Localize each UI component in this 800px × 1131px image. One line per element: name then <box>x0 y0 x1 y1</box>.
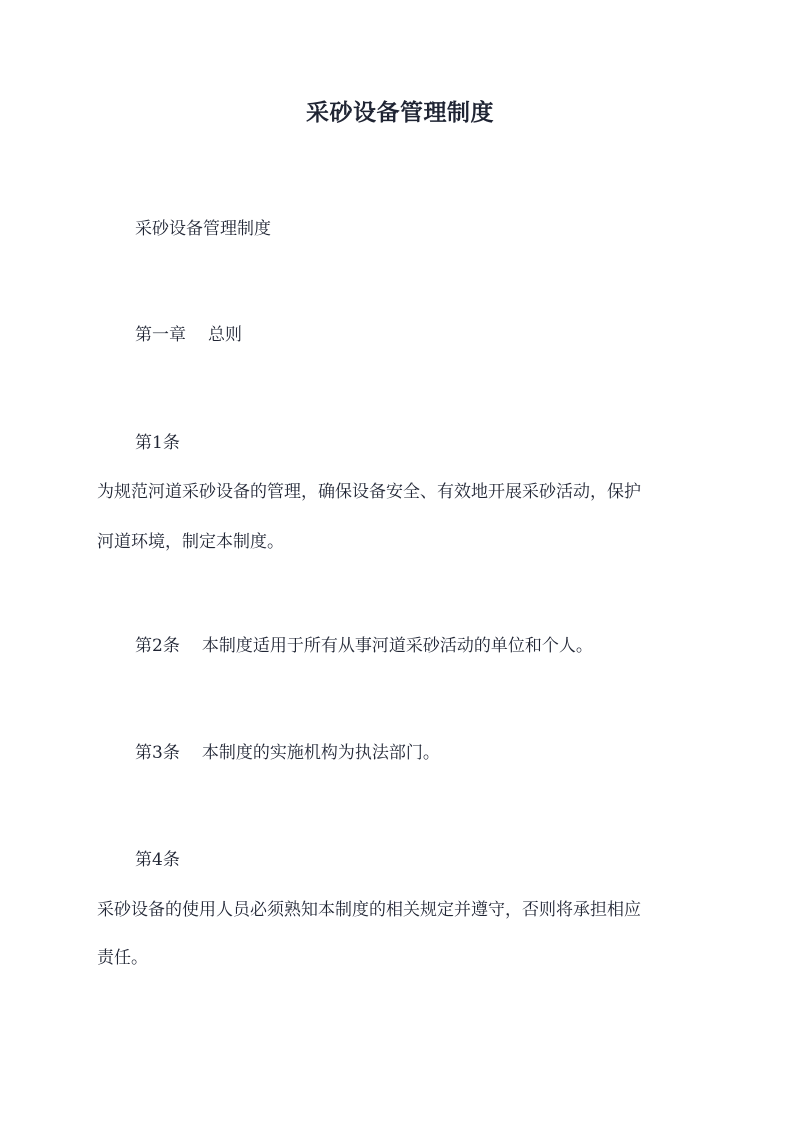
article-2-text: 本制度适用于所有从事河道采砂活动的单位和个人。 <box>201 636 593 656</box>
article-1-text-line-2: 河道环境，制定本制度。 <box>97 532 284 552</box>
article-4-label: 第4条 <box>135 850 180 870</box>
chapter-name: 总则 <box>208 325 242 345</box>
article-2-label: 第2条 <box>135 636 180 656</box>
document-subtitle: 采砂设备管理制度 <box>135 219 271 239</box>
chapter-number: 第一章 <box>135 325 186 345</box>
article-2 <box>135 634 755 658</box>
article-4-text-line-1: 采砂设备的使用人员必须熟知本制度的相关规定并遵守，否则将承担相应 <box>97 900 641 920</box>
article-1-text-line-1: 为规范河道采砂设备的管理，确保设备安全、有效地开展采砂活动，保护 <box>97 482 641 502</box>
article-4-text-line-2: 责任。 <box>97 948 148 968</box>
chapter-heading <box>135 323 755 347</box>
article-3-label: 第3条 <box>135 743 180 763</box>
article-3-text: 本制度的实施机构为执法部门。 <box>201 743 440 763</box>
article-1-label: 第1条 <box>135 433 180 453</box>
document-title: 采砂设备管理制度 <box>306 99 494 126</box>
article-3 <box>135 741 755 765</box>
